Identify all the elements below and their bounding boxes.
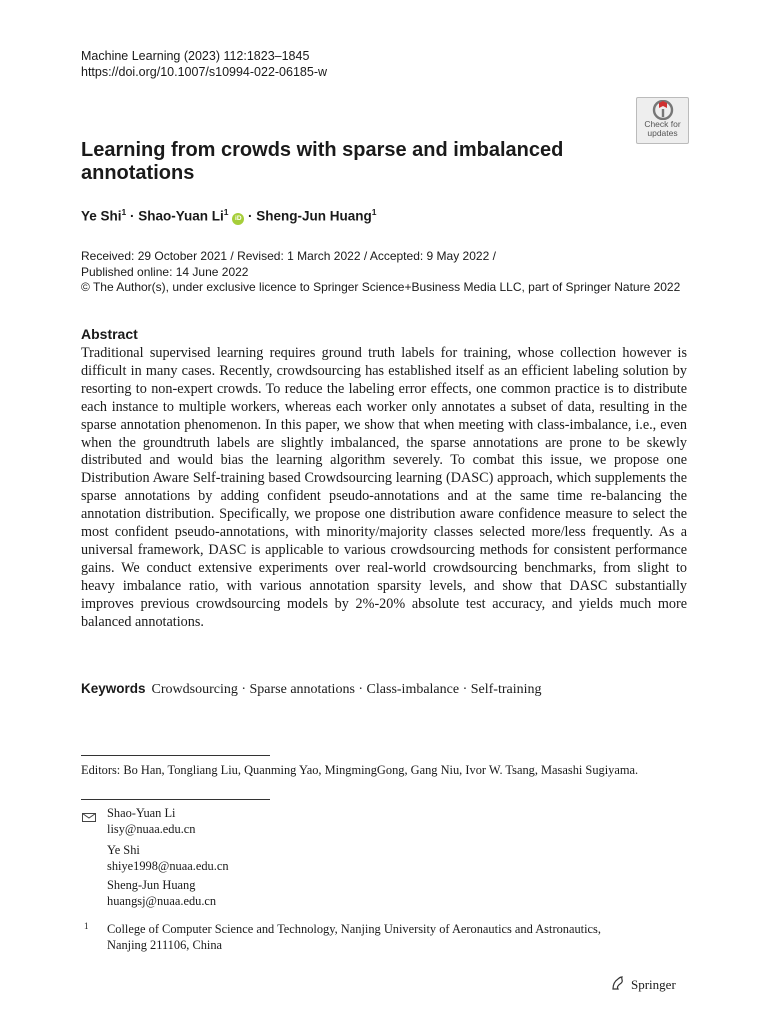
- author-name[interactable]: Ye Shi: [81, 208, 122, 224]
- author-name[interactable]: Sheng-Jun Huang: [256, 208, 372, 224]
- orcid-icon[interactable]: iD: [232, 213, 244, 225]
- contact-email[interactable]: shiye1998@nuaa.edu.cn: [107, 858, 229, 873]
- contact-block: [107, 878, 216, 909]
- contact-name: Sheng-Jun Huang: [107, 878, 196, 892]
- journal-header: [81, 48, 327, 80]
- keywords-list: Crowdsourcing · Sparse annotations · Class-imbalance · Self-training: [151, 682, 542, 697]
- abstract-text: Traditional supervised learning requires ground truth labels for training, whose collection however is difficult in many cases. Recently, crowdsourcing has established itself as an efficient labeling solution by resorting to non-expert crowds. To reduce the labeling error effects, one common practice is to distribute each instance to multiple workers, whereas each worker only annotates a subset of data, resulting in the sparse annotation phenomenon. In this paper, we show that when meeting with class-imbalance, i.e., even when the groundtruth labels are slightly imbalanced, the sparse annotations are prone to be skewly distributed and would bias the learning algorithm severely. To combat this issue, we propose one Distribution Aware Self-training based Crowdsourcing learning (DASC) approach, which supplements the sparse annotations by adding confident pseudo-annotations and at the same time re-balancing the annotation distribution. Specifically, we propose one distribution aware confidence measure to select the most confident pseudo-annotations, with minority/majority classes selected more/less frequently. As a universal framework, DASC is applicable to various crowdsourcing methods for consistent performance gains. We conduct extensive experiments over real-world crowdsourcing benchmarks, from slight to heavy imbalance ratio, with various annotation sparsity levels, and show that DASC substantially improves previous crowdsourcing models by 2%-20% absolute test accuracy, and yields much more balanced annotations.: [81, 345, 687, 630]
- footnote-divider: [81, 755, 270, 756]
- footnote-divider: [81, 799, 270, 800]
- doi-link[interactable]: https://doi.org/10.1007/s10994-022-06185-w: [81, 65, 328, 79]
- paper-title: Learning from crowds with sparse and imbalanced annotations: [81, 139, 564, 184]
- journal-citation: Machine Learning (2023) 112:1823–1845: [81, 49, 310, 63]
- check-updates-line1: Check for: [644, 119, 681, 129]
- author-affiliation-mark: 1: [223, 207, 229, 217]
- published-date: Published online: 14 June 2022: [81, 264, 249, 279]
- envelope-icon: [82, 809, 96, 818]
- affiliation-number: 1: [84, 921, 89, 931]
- copyright-line: © The Author(s), under exclusive licence to Springer Science+Business Media LLC, part of Springer Nature 2022: [81, 280, 681, 294]
- contact-name: Shao-Yuan Li: [107, 806, 176, 820]
- publication-dates: [81, 249, 701, 296]
- author-name[interactable]: Shao-Yuan Li: [138, 208, 224, 224]
- abstract-heading: Abstract: [81, 326, 138, 342]
- check-for-updates-badge[interactable]: [636, 97, 689, 144]
- contact-block: [107, 806, 195, 837]
- publisher-name: Springer: [631, 977, 676, 992]
- contact-block: [107, 843, 229, 874]
- check-updates-icon: [651, 100, 675, 120]
- contact-email[interactable]: lisy@nuaa.edu.cn: [107, 821, 196, 836]
- springer-horse-icon: [610, 975, 626, 995]
- contact-name: Ye Shi: [107, 843, 140, 857]
- author-separator: ·: [126, 208, 139, 224]
- contact-email[interactable]: huangsj@nuaa.edu.cn: [107, 893, 217, 908]
- check-updates-line2: updates: [647, 128, 678, 138]
- publisher-logo: [610, 975, 676, 995]
- author-affiliation-mark: 1: [371, 207, 377, 217]
- keywords-label: Keywords: [81, 681, 146, 696]
- author-list: [81, 207, 377, 225]
- keywords: [81, 681, 542, 698]
- author-separator: ·: [244, 208, 257, 224]
- author-affiliation-mark: 1: [121, 207, 127, 217]
- received-dates: Received: 29 October 2021 / Revised: 1 March 2022 / Accepted: 9 May 2022 /: [81, 249, 496, 263]
- affiliation-text: College of Computer Science and Technology, Nanjing University of Aeronautics and Astronautics, Nanjing 211106, China: [107, 922, 601, 952]
- editors-note: Editors: Bo Han, Tongliang Liu, Quanming Yao, MingmingGong, Gang Niu, Ivor W. Tsang, Masashi Sugiyama.: [81, 763, 639, 777]
